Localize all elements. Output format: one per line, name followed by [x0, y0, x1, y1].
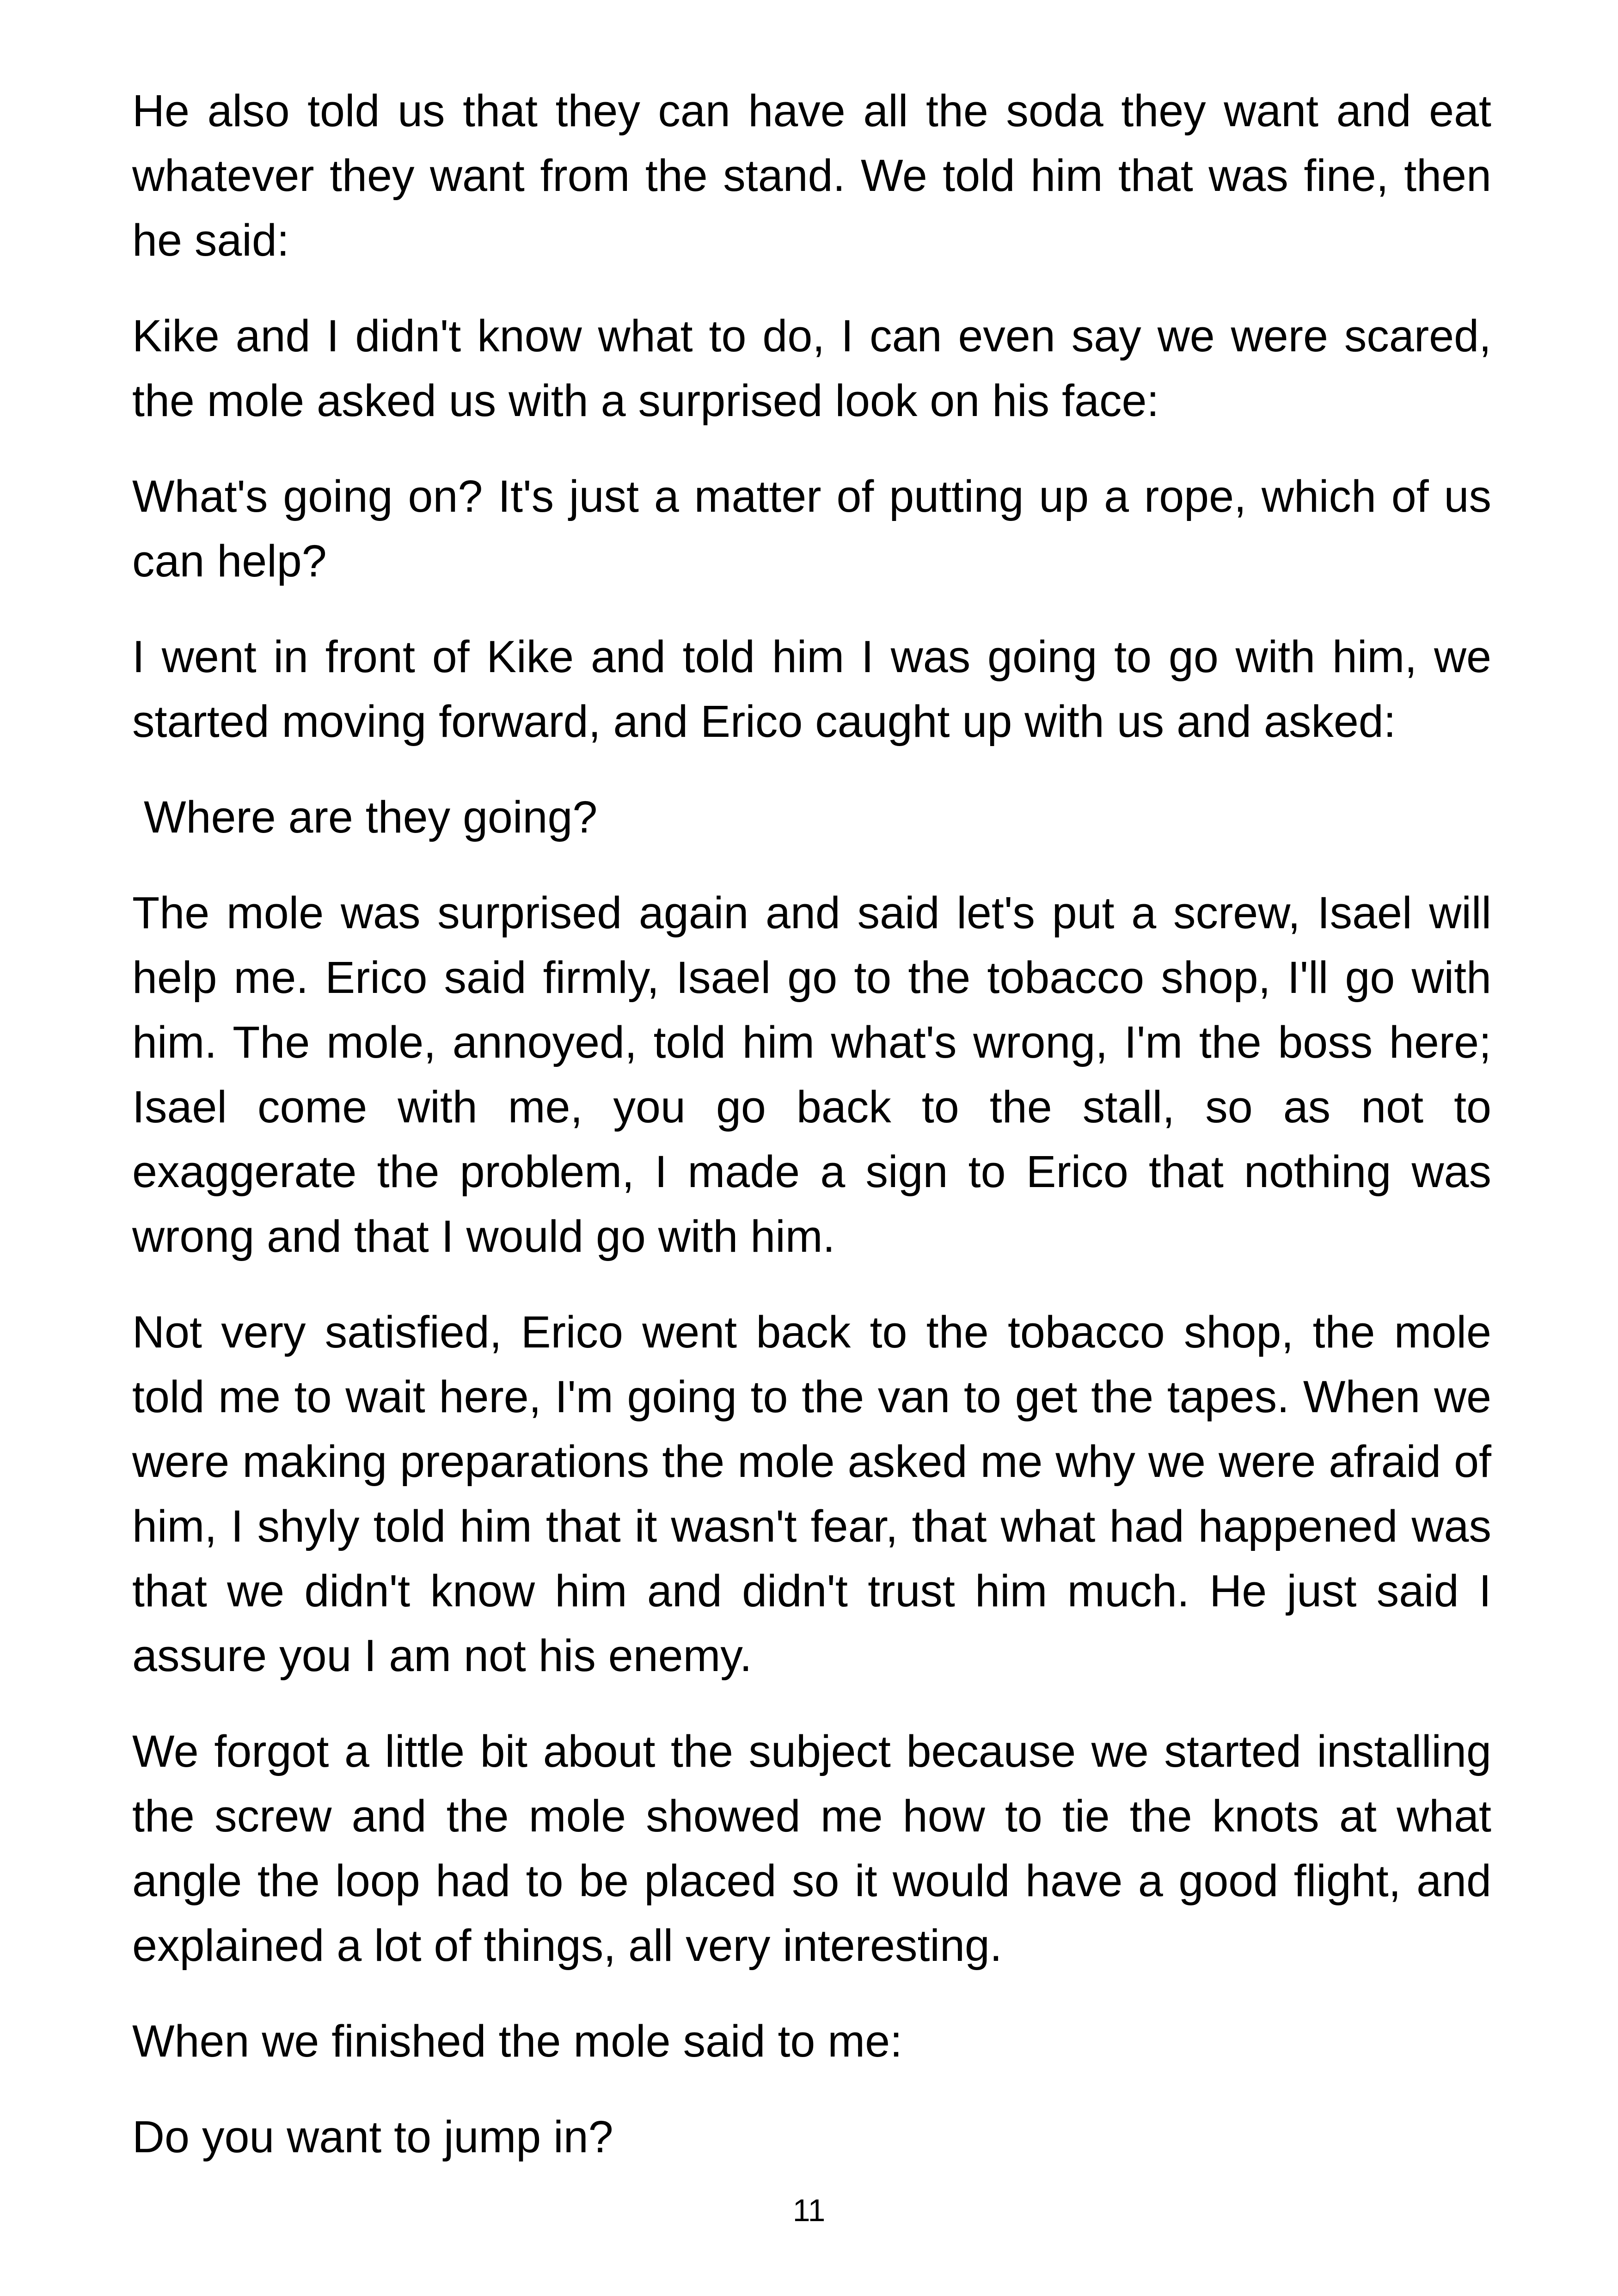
paragraph: The mole was surprised again and said let's put a screw, Isael will help me. Erico said firmly, Isael go to the tobacco shop, I'll go with him. The mole, annoyed, told him what's wrong, I'm the boss here; Isael come with me, you go back to the stall, so as not to exaggerate the problem, I made a sign to Erico that nothing was wrong and that I would go with him. [132, 888, 1491, 1261]
paragraph: I went in front of Kike and told him I was going to go with him, we started moving forward, and Erico caught up with us and asked: [132, 631, 1491, 747]
page-number: 11 [792, 2193, 826, 2228]
paragraph: When we finished the mole said to me: [132, 2016, 903, 2066]
paragraph: What's going on? It's just a matter of putting up a rope, which of us can help? [132, 471, 1491, 586]
paragraph: He also told us that they can have all the soda they want and eat whatever they want from the stand. We told him that was fine, then he said: [132, 86, 1491, 265]
paragraph: Kike and I didn't know what to do, I can even say we were scared, the mole asked us with a surprised look on his face: [132, 311, 1491, 426]
body-text [132, 79, 1491, 2200]
paragraph: Where are they going? [144, 792, 598, 842]
paragraph: Do you want to jump in? [132, 2112, 613, 2162]
paragraph: Not very satisfied, Erico went back to the tobacco shop, the mole told me to wait here, I'm going to the van to get the tapes. When we were making preparations the mole asked me why we were afraid of him, I shyly told him that it wasn't fear, that what had happened was that we didn't know him and didn't trust him much. He just said I assure you I am not his enemy. [132, 1307, 1491, 1681]
paragraph: We forgot a little bit about the subject because we started installing the screw and the mole showed me how to tie the knots at what angle the loop had to be placed so it would have a good flight, and explained a lot of things, all very interesting. [132, 1726, 1491, 1971]
